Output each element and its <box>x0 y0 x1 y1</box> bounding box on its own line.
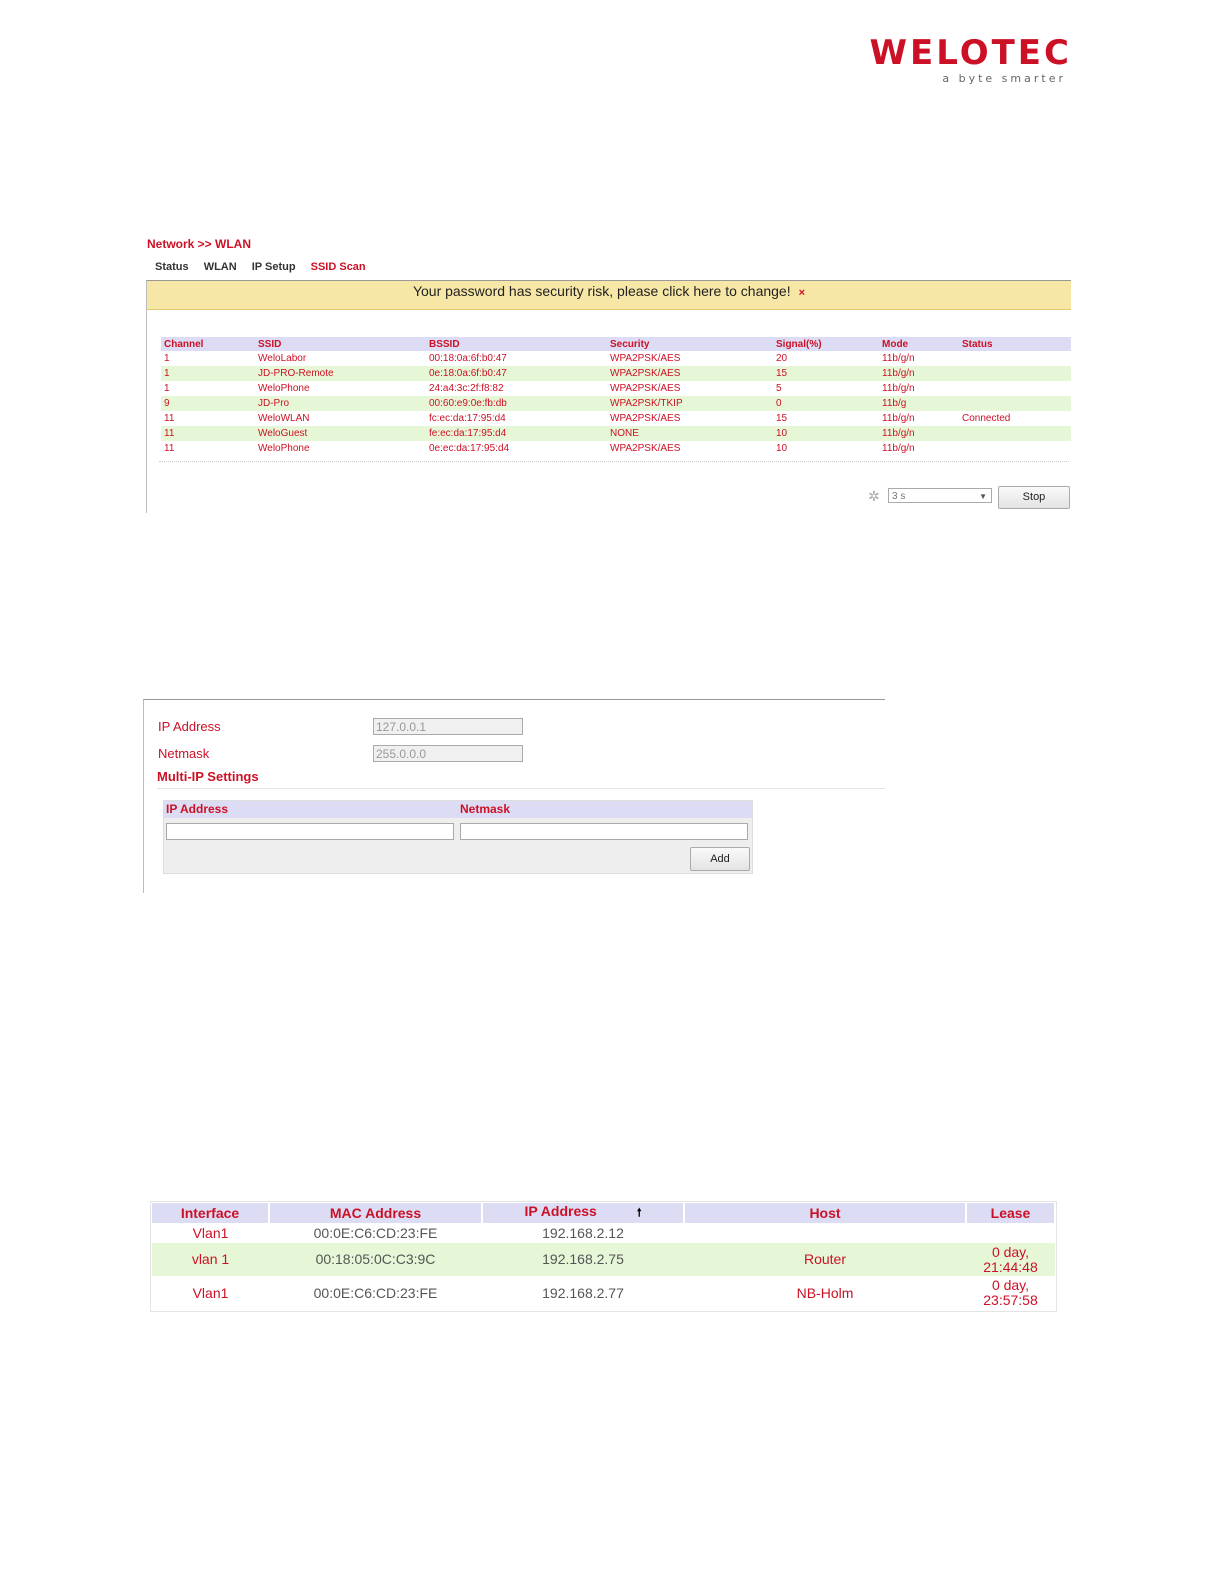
table-row[interactable] <box>161 441 1071 456</box>
column-header[interactable]: Status <box>959 337 1071 351</box>
cell-ssid: WeloGuest <box>255 426 426 441</box>
table-row[interactable] <box>161 351 1071 366</box>
column-header[interactable]: Mode <box>879 337 959 351</box>
column-header-interface[interactable]: Interface <box>152 1203 269 1223</box>
cell-ssid: WeloLabor <box>258 353 307 364</box>
cell-signal: 10 <box>773 426 879 441</box>
ip-setup-panel <box>143 699 885 893</box>
sort-up-arrow-icon[interactable]: 🠕 <box>636 1207 642 1219</box>
cell-security: WPA2PSK/AES <box>610 443 681 454</box>
cell-security: WPA2PSK/AES <box>610 383 681 394</box>
table-header-row <box>152 1203 1055 1223</box>
cell-ssid: JD-PRO-Remote <box>255 366 426 381</box>
table-row[interactable] <box>152 1276 1055 1310</box>
close-icon[interactable]: × <box>798 287 806 299</box>
cell-security: NONE <box>607 426 773 441</box>
cell-signal: 5 <box>776 383 782 394</box>
cell-signal: 15 <box>776 413 788 424</box>
tab-ip-setup[interactable]: IP Setup <box>251 261 296 273</box>
table-header-row <box>161 337 1071 351</box>
table-row[interactable] <box>161 381 1071 396</box>
lease-days: 0 day, <box>991 1243 1030 1260</box>
cell-status <box>959 441 1071 456</box>
breadcrumb: Network >> WLAN <box>147 237 252 251</box>
cell-bssid: 00:18:0a:6f:b0:47 <box>429 353 507 364</box>
tab-status[interactable]: Status <box>155 261 189 273</box>
cell-channel: 11 <box>164 413 175 424</box>
multi-ip-settings-title: Multi-IP Settings <box>157 769 259 784</box>
cell-host: Router <box>684 1243 966 1276</box>
column-header: Netmask <box>460 802 511 816</box>
cell-status <box>959 426 1071 441</box>
refresh-interval-select[interactable] <box>888 488 992 503</box>
column-header-mac[interactable]: MAC Address <box>269 1203 482 1223</box>
cell-channel: 9 <box>161 396 255 411</box>
cell-status <box>959 366 1071 381</box>
cell-security: WPA2PSK/AES <box>607 366 773 381</box>
cell-bssid: 0e:18:0a:6f:b0:47 <box>426 366 607 381</box>
table-row[interactable] <box>161 366 1071 381</box>
column-header[interactable]: Signal(%) <box>773 337 879 351</box>
logo-tagline: a byte smarter <box>942 72 1066 85</box>
cell-ssid: WeloPhone <box>258 443 310 454</box>
cell-channel: 1 <box>161 366 255 381</box>
column-header-ip[interactable] <box>482 1203 684 1223</box>
cell-bssid: fc:ec:da:17:95:d4 <box>429 413 506 424</box>
ssid-scan-table <box>161 337 1071 456</box>
cell-ip: 192.168.2.75 <box>482 1243 684 1276</box>
cell-channel: 11 <box>161 426 255 441</box>
cell-channel: 11 <box>164 443 175 454</box>
cell-signal: 20 <box>776 353 788 364</box>
cell-ssid: WeloPhone <box>258 383 310 394</box>
table-divider <box>159 461 1069 462</box>
cell-channel: 1 <box>164 353 170 364</box>
cell-mode: 11b/g <box>879 396 959 411</box>
ip-address-input[interactable]: 127.0.0.1 <box>373 718 523 735</box>
refresh-interval-value: 3 s <box>892 491 906 502</box>
multi-ip-address-input[interactable] <box>166 823 454 840</box>
cell-bssid: 0e:ec:da:17:95:d4 <box>429 443 510 454</box>
cell-security: WPA2PSK/AES <box>610 413 681 424</box>
cell-ssid: WeloWLAN <box>258 413 310 424</box>
cell-lease <box>966 1243 1055 1276</box>
column-header[interactable]: Channel <box>161 337 255 351</box>
chevron-down-icon: ▼ <box>979 492 987 501</box>
table-row[interactable] <box>152 1223 1055 1243</box>
cell-signal: 10 <box>776 443 788 454</box>
cell-mode: 11b/g/n <box>882 443 915 454</box>
column-header[interactable]: SSID <box>255 337 426 351</box>
column-header-host[interactable]: Host <box>684 1203 966 1223</box>
column-header-ip-label: IP Address <box>524 1203 597 1219</box>
multi-ip-netmask-input[interactable] <box>460 823 748 840</box>
stop-button[interactable]: Stop <box>998 486 1070 509</box>
cell-mode: 11b/g/n <box>882 353 915 364</box>
security-warning-banner[interactable] <box>147 281 1071 310</box>
cell-interface: vlan 1 <box>152 1243 269 1276</box>
cell-mode: 11b/g/n <box>879 366 959 381</box>
ip-address-label: IP Address <box>158 719 221 734</box>
cell-signal: 15 <box>773 366 879 381</box>
lease-time: 23:57:58 <box>983 1292 1038 1308</box>
logo-brand: WELOTEC <box>869 33 1072 73</box>
cell-status: Connected <box>962 413 1011 424</box>
cell-ip: 192.168.2.77 <box>542 1284 624 1301</box>
cell-mode: 11b/g/n <box>882 413 915 424</box>
cell-ssid: JD-Pro <box>255 396 426 411</box>
cell-security: WPA2PSK/TKIP <box>607 396 773 411</box>
add-button[interactable]: Add <box>690 847 750 871</box>
cell-bssid: 24:a4:3c:2f:f8:82 <box>429 383 504 394</box>
tab-ssid-scan[interactable]: SSID Scan <box>310 261 366 273</box>
table-row[interactable] <box>161 426 1071 441</box>
cell-security: WPA2PSK/AES <box>610 353 681 364</box>
cell-lease <box>966 1223 1055 1243</box>
netmask-input[interactable]: 255.0.0.0 <box>373 745 523 762</box>
welotec-logo <box>838 33 1072 86</box>
cell-ip: 192.168.2.12 <box>542 1224 624 1241</box>
cell-interface: Vlan1 <box>192 1224 229 1241</box>
cell-host <box>684 1223 966 1243</box>
cell-status <box>959 381 1071 396</box>
security-warning-text[interactable]: Your password has security risk, please click here to change! <box>412 283 791 299</box>
lease-time: 21:44:48 <box>983 1258 1038 1275</box>
cell-bssid: 00:60:e9:0e:fb:db <box>426 396 607 411</box>
lease-days: 0 day, <box>991 1277 1030 1293</box>
dhcp-lease-table <box>152 1203 1056 1310</box>
column-header[interactable]: Security <box>607 337 773 351</box>
column-header-lease[interactable]: Lease <box>966 1203 1055 1223</box>
divider <box>157 788 885 789</box>
cell-signal: 0 <box>773 396 879 411</box>
cell-mac: 00:18:05:0C:C3:9C <box>269 1243 482 1276</box>
cell-mac: 00:0E:C6:CD:23:FE <box>313 1284 438 1301</box>
netmask-label: Netmask <box>158 746 210 761</box>
cell-interface: Vlan1 <box>192 1284 229 1301</box>
column-header[interactable]: BSSID <box>426 337 607 351</box>
cell-channel: 1 <box>164 383 170 394</box>
cell-lease <box>966 1276 1055 1310</box>
cell-host: NB-Holm <box>796 1284 854 1301</box>
subtab-bar <box>155 261 378 273</box>
cell-status <box>959 351 1071 366</box>
loading-spinner-icon: ✲ <box>868 488 880 504</box>
cell-status <box>959 396 1071 411</box>
column-header: IP Address <box>166 802 229 816</box>
cell-mode: 11b/g/n <box>879 426 959 441</box>
ssid-scan-panel <box>146 280 1071 513</box>
tab-wlan[interactable]: WLAN <box>203 261 237 273</box>
table-row[interactable] <box>152 1243 1055 1276</box>
table-row[interactable] <box>161 396 1071 411</box>
table-row[interactable] <box>161 411 1071 426</box>
cell-mode: 11b/g/n <box>882 383 915 394</box>
multi-ip-table <box>163 800 753 874</box>
cell-mac: 00:0E:C6:CD:23:FE <box>313 1224 438 1241</box>
cell-bssid: fe:ec:da:17:95:d4 <box>426 426 607 441</box>
multi-ip-header <box>164 801 752 818</box>
